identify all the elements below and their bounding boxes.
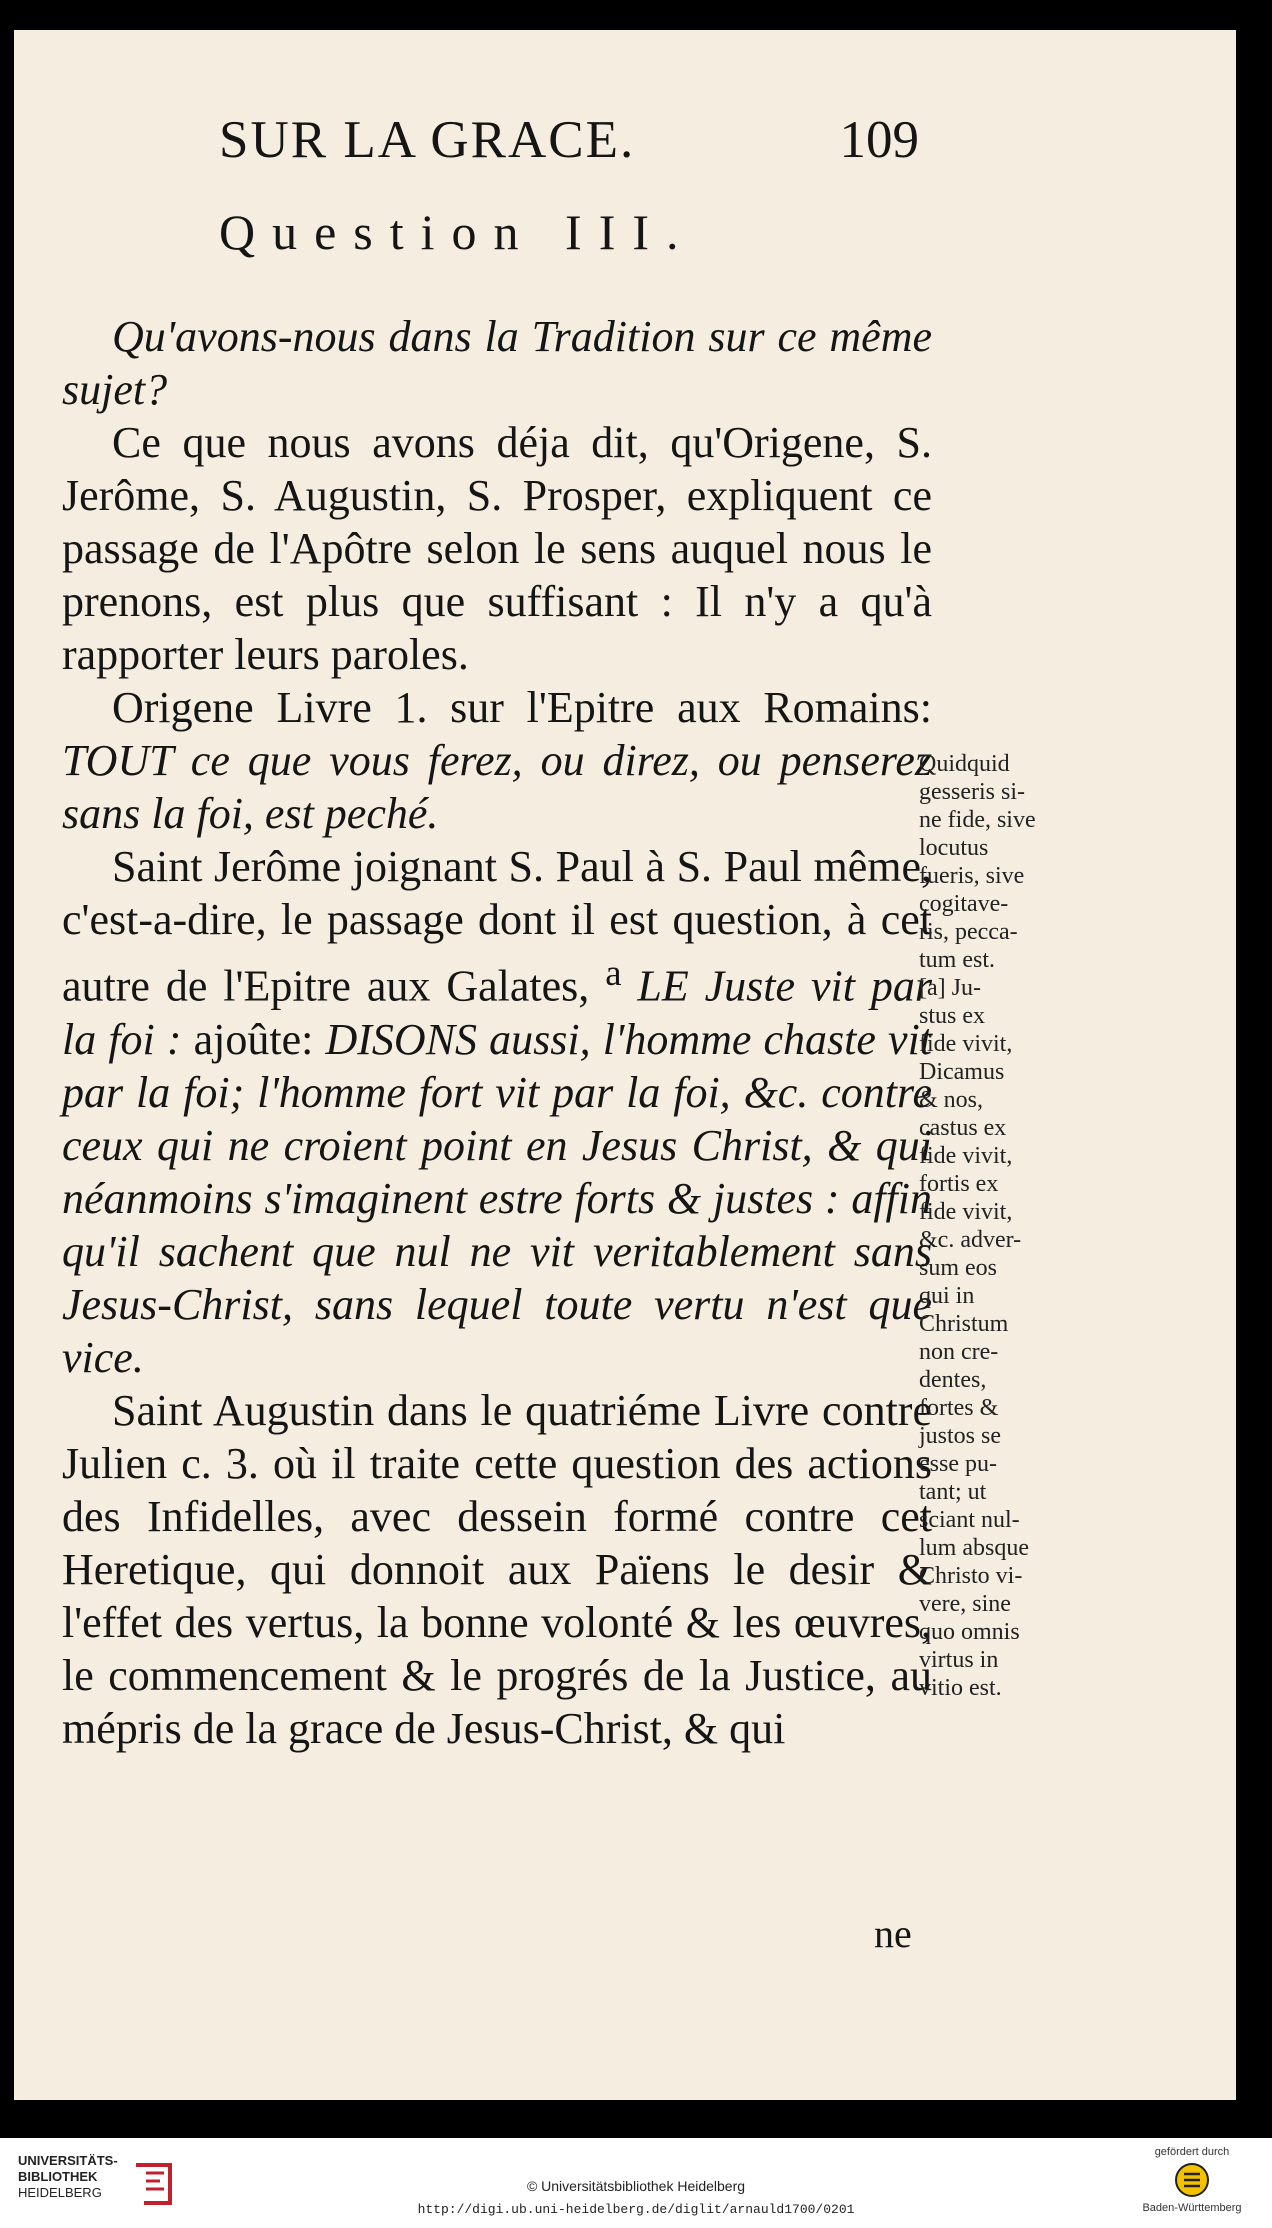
paragraph-jerome xyxy=(62,840,932,1384)
paragraph-question: Qu'avons-nous dans la Tradition sur ce même sujet? xyxy=(62,312,932,414)
marginal-line: Dicamus xyxy=(919,1059,1005,1085)
marginal-line: Christum xyxy=(919,1311,1009,1337)
funded-by-label: gefördert durch xyxy=(1154,2146,1230,2158)
running-head xyxy=(219,110,919,200)
jerome-quote-2: DISONS aussi, l'homme chaste vit par la foi; l'homme fort vit par la foi, &c. contre ceux qui ne croient point en Jesus Christ, & qui néanmoins s'imaginent estre forts & justes : affin qu'il sachent que nul ne vit veritablement sans Jesus-Christ, sans lequel toute vertu n'est que vice. xyxy=(62,1014,933,1382)
marginal-line: locutus xyxy=(919,835,989,861)
copyright-notice: © Universitätsbibliothek Heidelberg xyxy=(526,2178,746,2194)
library-name-line2: BIBLIOTHEK xyxy=(18,2169,98,2184)
footer-bar xyxy=(0,2138,1272,2228)
marginal-line: ne fide, sive xyxy=(919,807,1036,833)
paragraph-augustin: Saint Augustin dans le quatriéme Livre contre Julien c. 3. où il traite cette question des actions des Infidelles, avec dessein formé contre cet Heretique, qui donnoit aux Païens le desir & l'effet des vertus, la bonne volonté & les œuvres, le commencement & le progrés de la Justice, au mépris de la grace de Jesus-Christ, & qui xyxy=(62,1385,932,1753)
book-page xyxy=(14,30,1236,2100)
marginal-line: &c. adver- xyxy=(919,1227,1022,1253)
marginal-line: cogitave- xyxy=(919,891,1009,917)
main-text xyxy=(62,310,932,1755)
permalink[interactable]: http://digi.ub.uni-heidelberg.de/diglit/arnauld1700/0201 xyxy=(417,2202,855,2217)
marginal-line: tant; ut xyxy=(919,1479,987,1505)
library-name-line3: HEIDELBERG xyxy=(18,2185,102,2200)
marginal-line: vitio est. xyxy=(919,1675,1002,1701)
marginal-line: gesseris si- xyxy=(919,779,1025,805)
marginal-line: tum est. xyxy=(919,947,995,973)
marginal-note xyxy=(919,750,1094,1702)
marginal-line: fortis ex xyxy=(919,1171,999,1197)
marginal-line: sum eos xyxy=(919,1255,997,1281)
state-seal-icon xyxy=(1174,2162,1210,2198)
origene-quote: TOUT ce que vous ferez, ou direz, ou penserez sans la foi, est peché. xyxy=(62,736,932,838)
funder-block xyxy=(1132,2146,1252,2214)
marginal-line: ris, pecca- xyxy=(919,919,1018,945)
question-heading: Question III. xyxy=(219,204,696,260)
marginal-line: fueris, sive xyxy=(919,863,1025,889)
marginal-line: castus ex xyxy=(919,1115,1007,1141)
marginal-line: dentes, xyxy=(919,1367,987,1393)
funder-name: Baden-Württemberg xyxy=(1142,2202,1242,2214)
marginal-line: esse pu- xyxy=(919,1451,997,1477)
page-number: 109 xyxy=(839,111,919,169)
marginal-line: fide vivit, xyxy=(919,1143,1013,1169)
marginal-line: lum absque xyxy=(919,1535,1029,1561)
origene-lead: Origene Livre 1. sur l'Epitre aux Romains: xyxy=(112,683,932,732)
marginal-line: fide vivit, xyxy=(919,1199,1013,1225)
marginal-line: justos se xyxy=(919,1423,1002,1449)
running-title: SUR LA GRACE. xyxy=(219,111,636,169)
jerome-lead: Saint Jerôme joignant S. Paul à S. Paul même, c'est-a-dire, le passage dont il est question, à cet autre de l'Epitre aux Galates, xyxy=(62,842,932,1011)
marginal-line: fortes & xyxy=(919,1395,999,1421)
footnote-marker: a xyxy=(605,952,622,993)
marginal-line: fide vivit, xyxy=(919,1031,1013,1057)
paragraph-origene xyxy=(62,681,932,840)
marginal-line: quo omnis xyxy=(919,1619,1020,1645)
marginal-line: [a] Ju- xyxy=(919,975,981,1001)
jerome-mid: ajoûte: xyxy=(193,1014,314,1064)
paragraph-answer: Ce que nous avons déja dit, qu'Origene, S. Jerôme, S. Augustin, S. Prosper, expliquent ce passage de l'Apôtre selon le sens auquel nous le prenons, est plus que suffisant : Il n'y a qu'à rapporter leurs paroles. xyxy=(62,418,932,679)
marginal-line: virtus in xyxy=(919,1647,999,1673)
marginal-line: non cre- xyxy=(919,1339,999,1365)
marginal-line: sciant nul- xyxy=(919,1507,1020,1533)
catchword: ne xyxy=(874,1911,912,1956)
library-name-line1: UNIVERSITÄTS- xyxy=(18,2153,118,2168)
marginal-line: Quidquid xyxy=(919,751,1010,777)
marginal-line: & nos, xyxy=(919,1087,984,1113)
jerome-quote-1: LE Juste vit par la foi : xyxy=(62,961,933,1064)
marginal-line: vere, sine xyxy=(919,1591,1011,1617)
marginal-line: qui in xyxy=(919,1283,975,1309)
marginal-line: Christo vi- xyxy=(919,1563,1023,1589)
marginal-line: stus ex xyxy=(919,1003,985,1029)
